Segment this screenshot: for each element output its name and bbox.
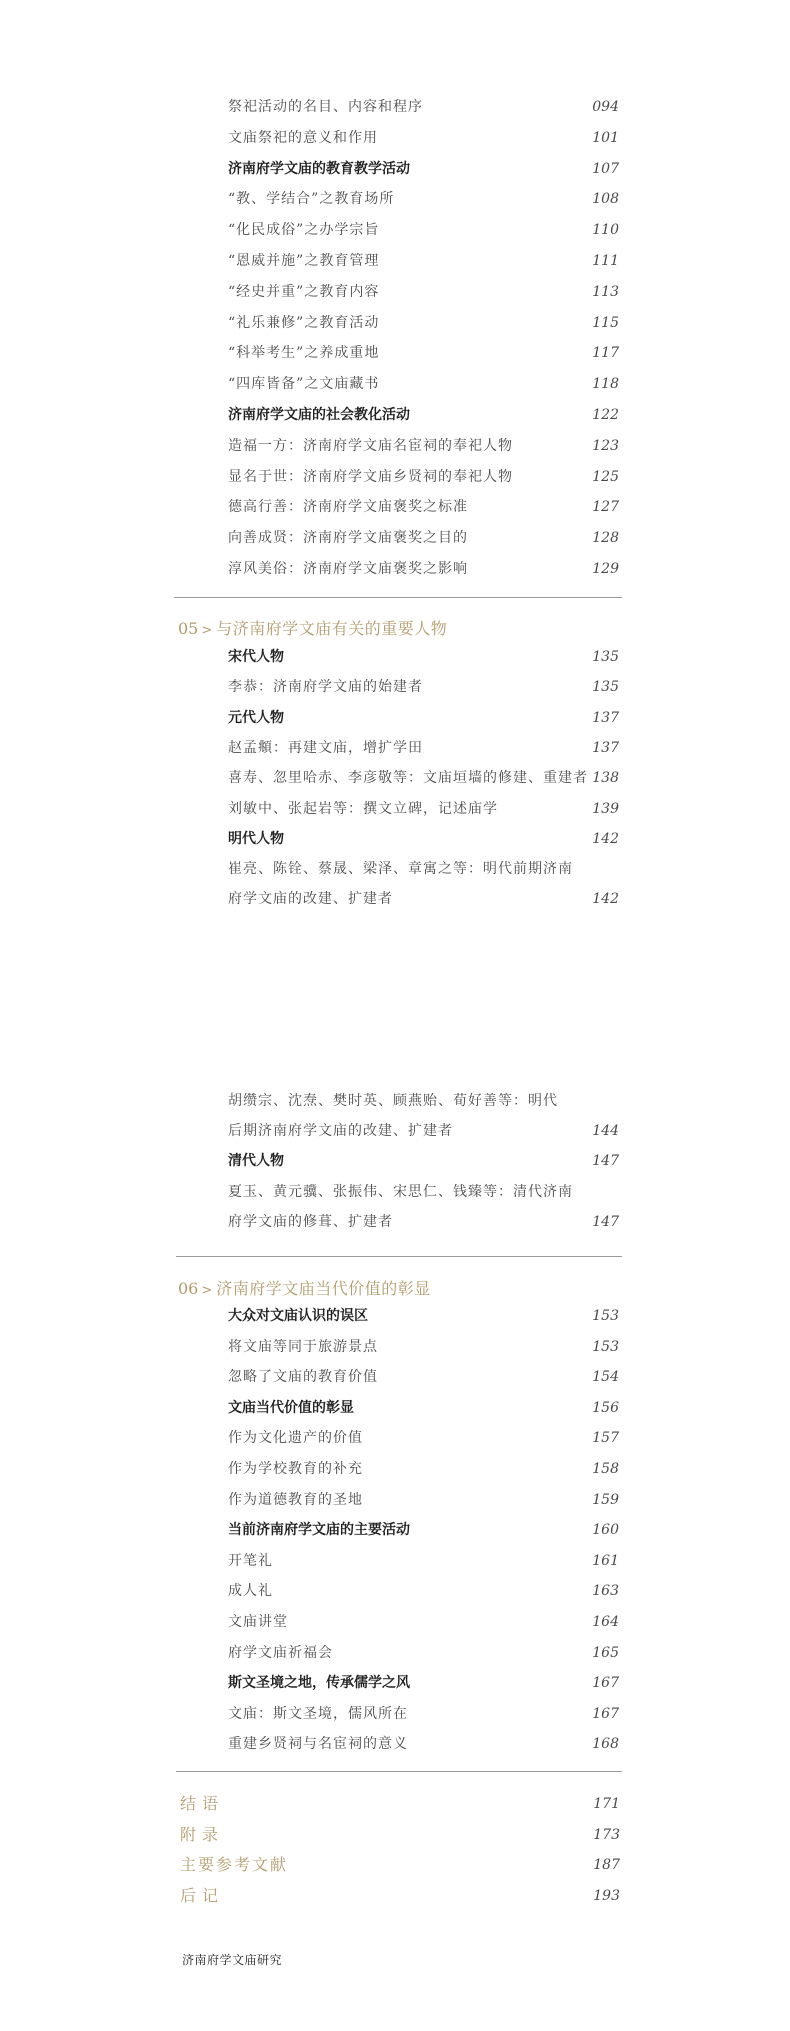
entry-title: 府学文庙的修葺、扩建者 <box>228 1213 393 1230</box>
toc-entry[interactable] <box>228 496 619 518</box>
entry-title: 李恭：济南府学文庙的始建者 <box>228 679 423 696</box>
toc-entry[interactable] <box>228 737 619 759</box>
toc-subheading[interactable] <box>228 404 619 426</box>
page-number: 161 <box>592 1552 619 1569</box>
entry-title: 府学文庙祈福会 <box>228 1644 333 1661</box>
toc-entry[interactable] <box>228 1550 619 1572</box>
entry-title: 德高行善：济南府学文庙褒奖之标准 <box>228 499 468 516</box>
entry-title: 作为学校教育的补充 <box>228 1461 363 1477</box>
toc-subheading[interactable] <box>228 646 619 668</box>
page-number: 160 <box>592 1522 619 1539</box>
page-number: 110 <box>592 222 619 239</box>
entry-title: 夏玉、黄元骥、张振伟、宋思仁、钱臻等：清代济南 <box>228 1183 573 1200</box>
toc-entry[interactable] <box>228 1611 619 1633</box>
toc-subheading[interactable] <box>228 1150 619 1172</box>
page-number: 165 <box>592 1644 619 1661</box>
chevron-right-icon: > <box>201 1283 213 1298</box>
toc-entry[interactable] <box>228 798 619 820</box>
toc-subheading[interactable] <box>228 707 619 729</box>
entry-title: 重建乡贤祠与名宦祠的意义 <box>228 1736 408 1753</box>
page-number: 167 <box>592 1705 619 1722</box>
entry-title: 祭祀活动的名目、内容和程序 <box>228 99 423 115</box>
page-number: 135 <box>592 679 619 696</box>
entry-title: 明代人物 <box>228 830 284 847</box>
page-number: 142 <box>592 891 619 908</box>
toc-entry[interactable] <box>228 1366 619 1388</box>
entry-title: 崔亮、陈铨、蔡晟、梁泽、章寓之等：明代前期济南 <box>228 861 573 878</box>
page-number: 115 <box>592 314 619 331</box>
toc-subheading[interactable] <box>228 1519 619 1541</box>
toc-entry[interactable] <box>228 188 619 210</box>
entry-title: 清代人物 <box>228 1153 284 1170</box>
entry-title: 文庙当代价值的彰显 <box>228 1399 354 1416</box>
page-number: 187 <box>593 1857 620 1873</box>
entry-title: 大众对文庙认识的误区 <box>228 1308 368 1324</box>
page-number: 122 <box>592 407 619 423</box>
entry-title: 宋代人物 <box>228 649 284 665</box>
entry-title: 成人礼 <box>228 1583 273 1600</box>
toc-subheading[interactable] <box>228 1305 619 1327</box>
toc-entry[interactable] <box>228 127 619 149</box>
entry-title: 后记 <box>180 1885 225 1905</box>
endmatter-entry[interactable] <box>180 1884 620 1908</box>
toc-entry[interactable] <box>228 858 619 880</box>
page-number: 167 <box>592 1675 619 1692</box>
entry-title: “化民成俗”之办学宗旨 <box>228 222 380 239</box>
entry-title: 刘敏中、张起岩等：撰文立碑，记述庙学 <box>228 800 498 817</box>
toc-entry[interactable] <box>228 888 619 910</box>
toc-entry[interactable] <box>228 1090 619 1112</box>
page-number: 138 <box>592 770 619 787</box>
entry-title: 胡缵宗、沈焘、樊时英、顾燕贻、荀好善等：明代 <box>228 1093 558 1109</box>
toc-entry[interactable] <box>228 373 619 395</box>
chapter-6-heading[interactable] <box>178 1276 431 1302</box>
page-number: 153 <box>592 1338 619 1355</box>
entry-title: 济南府学文庙的教育教学活动 <box>228 160 410 177</box>
page-number: 139 <box>592 800 619 817</box>
toc-entry[interactable] <box>228 1211 619 1233</box>
entry-title: 济南府学文庙的社会教化活动 <box>228 407 410 423</box>
page-number: 135 <box>592 649 619 665</box>
toc-entry[interactable] <box>228 1120 619 1142</box>
entry-title: 将文庙等同于旅游景点 <box>228 1338 378 1355</box>
page-number: 137 <box>592 739 619 756</box>
page-number: 108 <box>592 191 619 208</box>
entry-title: 文庙祭祀的意义和作用 <box>228 129 378 146</box>
entry-title: “四库皆备”之文庙藏书 <box>228 376 380 393</box>
toc-entry[interactable] <box>228 250 619 272</box>
page-number: 147 <box>592 1213 619 1230</box>
page-number: 158 <box>592 1461 619 1477</box>
page-number: 164 <box>592 1614 619 1630</box>
divider <box>176 1256 622 1257</box>
chapter-5-heading[interactable] <box>178 616 447 642</box>
toc-entry[interactable] <box>228 281 619 303</box>
toc-entry[interactable] <box>228 219 619 241</box>
toc-entry[interactable] <box>228 527 619 549</box>
toc-entry[interactable] <box>228 1458 619 1480</box>
page-number: 117 <box>592 345 619 362</box>
toc-subheading[interactable] <box>228 1397 619 1419</box>
chapter-title: 济南府学文庙当代价值的彰显 <box>216 1279 431 1298</box>
page-number: 113 <box>592 283 619 300</box>
endmatter-entry[interactable] <box>180 1792 620 1816</box>
entry-title: 忽略了文庙的教育价值 <box>228 1369 378 1386</box>
page-number: 094 <box>592 99 619 115</box>
toc-entry[interactable] <box>228 1580 619 1602</box>
entry-title: 开笔礼 <box>228 1552 273 1569</box>
page-number: 123 <box>592 437 619 454</box>
chapter-number: 06 <box>178 1279 199 1298</box>
entry-title: 结语 <box>180 1794 225 1813</box>
divider <box>176 1771 622 1772</box>
page-number: 173 <box>593 1826 620 1843</box>
entry-title: “教、学结合”之教育场所 <box>228 191 395 208</box>
page-number: 171 <box>593 1796 620 1812</box>
toc-entry[interactable] <box>228 342 619 364</box>
toc-entry[interactable] <box>228 96 619 118</box>
entry-title: “科举考生”之养成重地 <box>228 345 380 362</box>
entry-title: 当前济南府学文庙的主要活动 <box>228 1522 410 1539</box>
page-number: 127 <box>592 499 619 516</box>
page-number: 147 <box>592 1153 619 1170</box>
toc-entry[interactable] <box>228 1733 619 1755</box>
entry-title: 后期济南府学文庙的改建、扩建者 <box>228 1123 453 1140</box>
page-number: 101 <box>592 129 619 146</box>
page-number: 168 <box>592 1736 619 1753</box>
entry-title: 淳风美俗：济南府学文庙褒奖之影响 <box>228 561 468 577</box>
entry-title: 文庙：斯文圣境，儒风所在 <box>228 1705 408 1722</box>
page-number: 118 <box>592 376 619 393</box>
entry-title: 主要参考文献 <box>180 1855 289 1874</box>
toc-entry[interactable] <box>228 1336 619 1358</box>
toc-entry[interactable] <box>228 767 619 789</box>
entry-title: 造福一方：济南府学文庙名宦祠的奉祀人物 <box>228 437 513 454</box>
toc-subheading[interactable] <box>228 158 619 180</box>
entry-title: 作为道德教育的圣地 <box>228 1491 363 1508</box>
endmatter-entry[interactable] <box>180 1853 620 1877</box>
toc-entry[interactable] <box>228 1181 619 1203</box>
entry-title: “礼乐兼修”之教育活动 <box>228 314 380 331</box>
entry-title: 赵孟頫：再建文庙，增扩学田 <box>228 739 423 756</box>
page-number: 153 <box>592 1308 619 1324</box>
page-number: 111 <box>592 253 619 269</box>
toc-entry[interactable] <box>228 1427 619 1449</box>
page-number: 156 <box>592 1399 619 1416</box>
page-number: 107 <box>592 160 619 177</box>
toc-entry[interactable] <box>228 312 619 334</box>
entry-title: 作为文化遗产的价值 <box>228 1430 363 1447</box>
chapter-number: 05 <box>178 619 199 638</box>
page-number: 142 <box>592 830 619 847</box>
entry-title: 府学文庙的改建、扩建者 <box>228 891 393 908</box>
toc-entry[interactable] <box>228 1703 619 1725</box>
page-number: 163 <box>592 1583 619 1600</box>
toc-entry[interactable] <box>228 558 619 580</box>
toc-entry[interactable] <box>228 676 619 698</box>
entry-title: 斯文圣境之地，传承儒学之风 <box>228 1675 410 1692</box>
page-number: 159 <box>592 1491 619 1508</box>
entry-title: “恩威并施”之教育管理 <box>228 253 380 269</box>
page-number: 129 <box>592 561 619 577</box>
page-number: 137 <box>592 709 619 726</box>
entry-title: 文庙讲堂 <box>228 1614 288 1630</box>
toc-entry[interactable] <box>228 466 619 488</box>
entry-title: “经史并重”之教育内容 <box>228 283 380 300</box>
toc-entry[interactable] <box>228 435 619 457</box>
toc-subheading[interactable] <box>228 1672 619 1694</box>
entry-title: 元代人物 <box>228 709 284 726</box>
toc-subheading[interactable] <box>228 828 619 850</box>
entry-title: 显名于世：济南府学文庙乡贤祠的奉祀人物 <box>228 468 513 485</box>
running-footer: 济南府学文庙研究 <box>182 1953 283 1967</box>
chapter-title: 与济南府学文庙有关的重要人物 <box>216 619 448 638</box>
page-number: 128 <box>592 530 619 547</box>
endmatter-entry[interactable] <box>180 1823 620 1847</box>
page-number: 144 <box>592 1123 619 1140</box>
entry-title: 附录 <box>180 1824 225 1844</box>
entry-title: 喜寿、忽里哈赤、李彦敬等：文庙垣墙的修建、重建者 <box>228 770 588 787</box>
chevron-right-icon: > <box>201 623 213 638</box>
page-number: 193 <box>593 1887 620 1904</box>
divider <box>174 597 622 598</box>
page-number: 157 <box>592 1430 619 1447</box>
toc-entry[interactable] <box>228 1489 619 1511</box>
page-number: 125 <box>592 468 619 485</box>
page-number: 154 <box>592 1369 619 1386</box>
toc-entry[interactable] <box>228 1642 619 1664</box>
entry-title: 向善成贤：济南府学文庙褒奖之目的 <box>228 530 468 547</box>
